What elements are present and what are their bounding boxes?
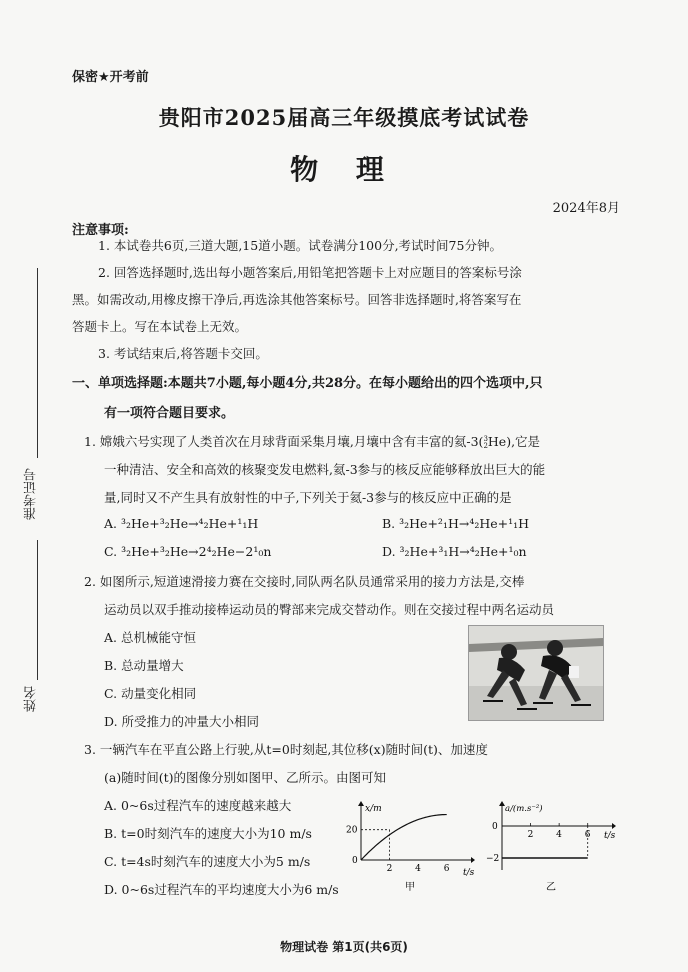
chart-jia-title: 甲 <box>405 882 415 893</box>
note-2: 2. 回答选择题时,选出每小题答案后,用铅笔把答题卡上对应题目的答案标号涂 <box>98 265 522 280</box>
speed-skating-photo <box>468 625 604 721</box>
notes-title: 注意事项: <box>72 223 129 238</box>
q2-option-a[interactable]: A. 总机械能守恒 <box>104 630 196 645</box>
a-t-graph <box>480 800 620 895</box>
q1-option-a[interactable]: A. ³₂He+³₂He→⁴₂He+¹₁H <box>104 516 259 531</box>
section1-line2: 有一项符合题目要求。 <box>104 406 235 421</box>
note-3: 3. 考试结束后,将答题卡交回。 <box>98 346 268 361</box>
origin-label: 0 <box>352 856 358 866</box>
q3-option-c[interactable]: C. t=4s时刻汽车的速度大小为5 m/s <box>104 854 311 869</box>
q3-option-d[interactable]: D. 0~6s过程汽车的平均速度大小为6 m/s <box>104 882 339 897</box>
t-axis-arrow <box>612 823 616 829</box>
section1-line1: 一、单项选择题:本题共7小题,每小题4分,共28分。在每小题给出的四个选项中,只 <box>72 376 543 391</box>
t-tick-label: 6 <box>584 830 591 840</box>
name-label: 姓名 <box>24 686 39 712</box>
a-tick-label-0: 0 <box>492 822 498 832</box>
q3-option-b[interactable]: B. t=0时刻汽车的速度大小为10 m/s <box>104 826 312 841</box>
x-tick-label: 2 <box>386 864 393 874</box>
y-tick-label: 20 <box>346 825 358 836</box>
note-2-end: 答题卡上。写在本试卷上无效。 <box>72 319 248 334</box>
q1-option-c[interactable]: C. ³₂He+³₂He→2⁴₂He−2¹₀n <box>104 544 272 559</box>
chart-yi-title: 乙 <box>546 882 556 893</box>
t-tick-label: 2 <box>527 830 534 840</box>
exam-number-label: 准考证号 <box>24 468 39 520</box>
q2-line1: 2. 如图所示,短道速滑接力赛在交接时,同队两名队员通常采用的接力方法是,交棒 <box>84 574 525 589</box>
x-t-graph <box>345 800 475 895</box>
a-axis-label: a/(m.s⁻²) <box>505 804 543 814</box>
q1-line3: 量,同时又不产生具有放射性的中子,下列关于氦-3参与的核反应中正确的是 <box>104 490 512 505</box>
x-axis-arrow <box>471 857 475 863</box>
q1-he: He),它是 <box>487 434 541 449</box>
x-t-curve <box>361 815 447 860</box>
exam-date: 2024年8月 <box>552 201 620 216</box>
y-axis-arrow <box>358 801 364 806</box>
sidebar-line-top <box>37 268 38 458</box>
sidebar-line-mid <box>37 540 38 680</box>
y-axis-label: x/m <box>365 804 382 814</box>
q3-line2: (a)随时间(t)的图像分别如图甲、乙所示。由图可知 <box>104 770 386 785</box>
q1-text: 1. 嫦娥六号实现了人类首次在月球背面采集月壤,月壤中含有丰富的氦-3( <box>84 434 484 449</box>
exam-title: 贵阳市2025届高三年级摸底考试试卷 <box>158 105 530 130</box>
t-axis-label: t/s <box>604 831 616 841</box>
page-footer: 物理试卷 第1页(共6页) <box>280 940 408 954</box>
q1-line2: 一种清洁、安全和高效的核聚变发电燃料,氦-3参与的核反应能够释放出巨大的能 <box>104 462 546 477</box>
a-tick-label-neg2: −2 <box>486 854 500 864</box>
x-tick-label: 4 <box>415 864 421 874</box>
t-tick-label: 4 <box>556 830 562 840</box>
q1-option-b[interactable]: B. ³₂He+²₁H→⁴₂He+¹₁H <box>382 516 530 531</box>
q1-option-d[interactable]: D. ³₂He+³₁H→⁴₂He+¹₀n <box>382 544 527 559</box>
x-tick-label: 6 <box>443 864 450 874</box>
note-2-cont: 黑。如需改动,用橡皮擦干净后,再选涂其他答案标号。回答非选择题时,将答案写在 <box>72 292 522 307</box>
q2-option-d[interactable]: D. 所受推力的冲量大小相同 <box>104 714 260 729</box>
q2-option-c[interactable]: C. 动量变化相同 <box>104 686 197 701</box>
q1-line1 <box>84 432 540 450</box>
q3-line1: 3. 一辆汽车在平直公路上行驶,从t=0时刻起,其位移(x)随时间(t)、加速度 <box>84 742 488 757</box>
x-axis-label: t/s <box>463 868 475 878</box>
subject-title: 物 理 <box>290 153 398 186</box>
note-1: 1. 本试卷共6页,三道大题,15道小题。试卷满分100分,考试时间75分钟。 <box>98 238 502 253</box>
q3-option-a[interactable]: A. 0~6s过程汽车的速度越来越大 <box>104 798 292 813</box>
q2-line2: 运动员以双手推动接棒运动员的臀部来完成交替动作。则在交接过程中两名运动员 <box>104 602 555 617</box>
he3-iso: 3 2 <box>483 434 488 450</box>
skaters-illustration <box>469 626 603 720</box>
q2-option-b[interactable]: B. 总动量增大 <box>104 658 184 673</box>
confidential-mark: 保密★开考前 <box>72 70 149 85</box>
